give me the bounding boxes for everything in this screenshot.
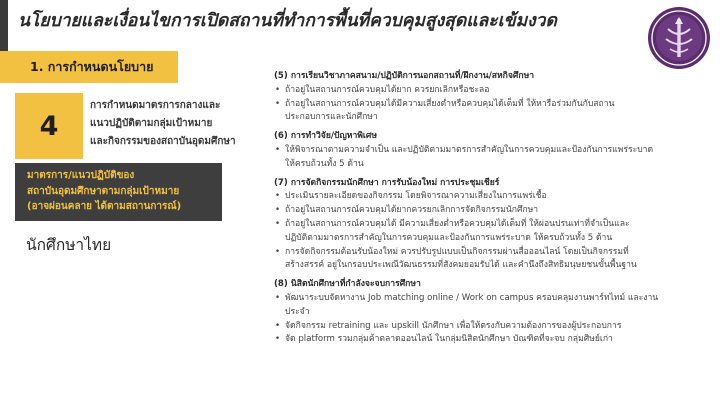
- item-line: ถ้าอยู่ในสถานการณ์ควบคุมได้ยากควรยกเลิกการจัดกิจกรรมนักศึกษา: [285, 205, 539, 216]
- list-item: [274, 246, 714, 274]
- list-item: [274, 204, 714, 218]
- number-desc-line: และกิจกรรมของสถาบันอุดมศึกษา: [90, 136, 236, 147]
- section-7: [274, 177, 714, 274]
- content-panel: [274, 70, 714, 352]
- list-item: [274, 292, 714, 320]
- item-line: สร้างสรรค์ อยู่ในกรอบประเพณีวัฒนธรรมที่สังคมยอมรับได้ และคำนึงถึงสิทธิมนุษยชนขั้นพื้นฐาน: [285, 260, 637, 271]
- list-item: [274, 144, 714, 172]
- section-label: 1. การกำหนดนโยบาย: [30, 59, 154, 74]
- number-description: [90, 97, 270, 151]
- list-item: [274, 218, 714, 246]
- number-desc-line: การกำหนดมาตรการกลางและ: [90, 100, 221, 111]
- section-8: [274, 278, 714, 347]
- slide-title: นโยบายและเงื่อนไขการเปิดสถานที่ทำการพื้นที่ควบคุมสูงสุดและเข้มงวด: [18, 11, 557, 31]
- target-group-label: นักศึกษาไทย: [26, 236, 112, 254]
- bullet-icon: •: [275, 292, 281, 303]
- measures-line: (อาจผ่อนคลาย ได้ตามสถานการณ์): [27, 201, 182, 212]
- list-item: [274, 84, 714, 98]
- item-line: ถ้าอยู่ในสถานการณ์ควบคุมได้มีความเสี่ยงต่ำหรือควบคุมได้เต็มที่ ให้หารือร่วมกันกับสถาน: [285, 98, 615, 109]
- item-line: ให้พิจารณาตามความจำเป็น และปฏิบัติตามมาตรการสำคัญในการควบคุมและป้องกันการแพร่ระบาด: [285, 144, 654, 155]
- section-tab: [0, 51, 178, 83]
- bullet-icon: •: [275, 84, 281, 95]
- item-line: ให้ครบถ้วนทั้ง 5 ด้าน: [285, 158, 364, 169]
- list-item: [274, 98, 714, 126]
- measures-line: มาตรการ/แนวปฏิบัติของ: [27, 170, 135, 181]
- list-item: [274, 333, 714, 347]
- section-heading: (6) การทำวิจัย/ปัญหาพิเศษ: [274, 131, 377, 142]
- item-line: การจัดกิจกรรมต้อนรับน้องใหม่ ควรปรับรูปแบบเป็นกิจกรรมผ่านสื่อออนไลน์ โดยเป็นกิจกรรมที่: [285, 246, 629, 257]
- section-6: [274, 130, 714, 171]
- item-line: ประจำ: [285, 306, 310, 317]
- section-heading: (5) การเรียนวิชาภาคสนาม/ปฏิบัติการนอกสถานที่/ฝึกงาน/สหกิจศึกษา: [274, 71, 535, 81]
- item-line: จัด platform รวมกลุ่มค้าตลาดออนไลน์ ในกลุ่มนิสิตนักศึกษา บัณฑิตที่จะจบ กลุ่มศิษย์เก่า: [285, 334, 613, 345]
- number-desc-line: แนวปฏิบัติตามกลุ่มเป้าหมาย: [90, 118, 213, 129]
- number-box: 4: [15, 93, 83, 159]
- bullet-icon: •: [275, 334, 281, 345]
- bullet-icon: •: [275, 144, 281, 155]
- list-item: [274, 320, 714, 334]
- section-heading: (8) นิสิตนักศึกษาที่กำลังจะจบการศึกษา: [274, 279, 421, 290]
- bullet-icon: •: [275, 218, 281, 229]
- section-5: [274, 70, 714, 125]
- bullet-icon: •: [275, 246, 281, 257]
- item-line: ปฏิบัติตามมาตรการสำคัญในการควบคุมและป้องกันการแพร่ระบาด ให้ครบถ้วนทั้ง 5 ด้าน: [285, 232, 613, 243]
- section-heading: (7) การจัดกิจกรรมนักศึกษา การรับน้องใหม่ การประชุมเชียร์: [274, 177, 500, 188]
- bullet-icon: •: [275, 191, 281, 202]
- item-line: จัดกิจกรรม retraining และ upskill นักศึกษา เพื่อให้ตรงกับความต้องการของผู้ประกอบการ: [285, 320, 622, 331]
- item-line: ถ้าอยู่ในสถานการณ์ควบคุมได้ยาก ควรยกเลิกหรือชะลอ: [285, 84, 490, 95]
- bullet-icon: •: [275, 320, 281, 331]
- measures-line: สถาบันอุดมศึกษาตามกลุ่มเป้าหมาย: [27, 185, 180, 197]
- university-seal-icon: [646, 5, 712, 71]
- item-line: พัฒนาระบบจัดหางาน Job matching online / Work on campus ครอบคลุมงานพาร์ทไทม์ และงาน: [285, 292, 659, 303]
- measures-box: [15, 163, 222, 221]
- list-item: [274, 190, 714, 204]
- item-line: ถ้าอยู่ในสถานการณ์ควบคุมได้ มีความเสี่ยงต่ำหรือควบคุมได้เต็มที่ ให้ผ่อนปรนเท่าที่จำเป็นและ: [285, 218, 630, 229]
- bullet-icon: •: [275, 98, 281, 109]
- bullet-icon: •: [275, 205, 281, 216]
- item-line: ประกอบการและนักศึกษา: [285, 112, 378, 123]
- item-line: ประเมินรายละเอียดของกิจกรรม โดยพิจารณาความเสี่ยงในการแพร่เชื้อ: [285, 191, 547, 202]
